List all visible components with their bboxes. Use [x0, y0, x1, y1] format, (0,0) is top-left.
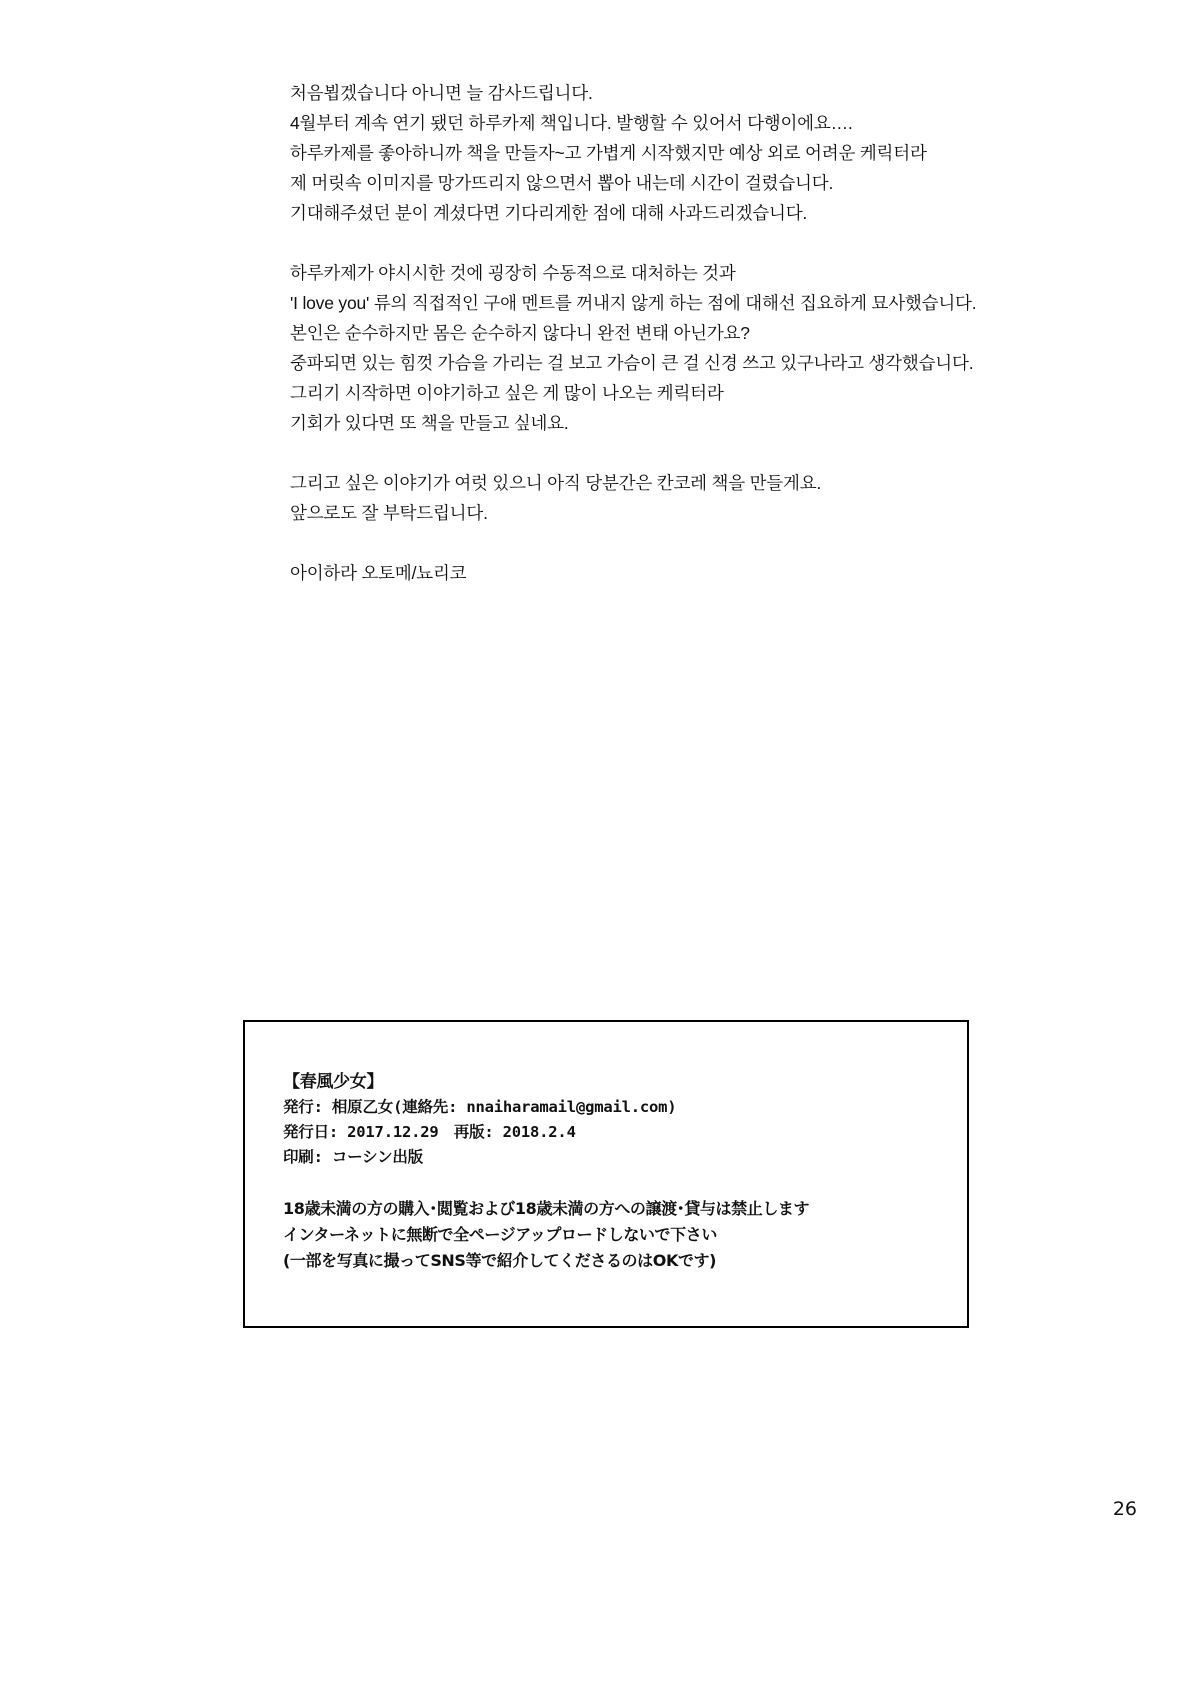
colophon-notice: インターネットに無断で全ページアップロードしないで下さい [283, 1225, 717, 1244]
afterword-line: 앞으로도 잘 부탁드립니다. [290, 503, 488, 523]
colophon-notice: 18歳未満の方の購入･閲覧および18歳未満の方への譲渡･貸与は禁止します [283, 1199, 810, 1218]
afterword-line: 'I love you' 류의 직접적인 구애 멘트를 꺼내지 않게 하는 점에 대해선 집요하게 묘사했습니다. [290, 293, 977, 313]
afterword-line: 기회가 있다면 또 책을 만들고 싶네요. [290, 413, 569, 433]
paragraph-spacer [290, 528, 1130, 558]
afterword-line: 기대해주셨던 분이 계셨다면 기다리게한 점에 대해 사과드리겠습니다. [290, 203, 808, 223]
afterword-line: 중파되면 있는 힘껏 가슴을 가리는 걸 보고 가슴이 큰 걸 신경 쓰고 있구나라고 생각했습니다. [290, 353, 974, 373]
author-signature: 아이하라 오토메/뇨리코 [290, 563, 467, 583]
colophon-printer: 印刷: コーシン出版 [283, 1148, 423, 1166]
afterword-line: 4월부터 계속 연기 됐던 하루카제 책입니다. 발행할 수 있어서 다행이에요…. [290, 113, 853, 133]
colophon-date: 発行日: 2017.12.29 再版: 2018.2.4 [283, 1123, 576, 1141]
page-number: 26 [1112, 1498, 1137, 1520]
colophon-content [283, 1070, 947, 1274]
afterword-line: 하루카제를 좋아하니까 책을 만들자~고 가볍게 시작했지만 예상 외로 어려운 케릭터라 [290, 143, 927, 163]
colophon-publisher: 発行: 相原乙女(連絡先: nnaiharamail@gmail.com) [283, 1098, 677, 1116]
afterword-line: 제 머릿속 이미지를 망가뜨리지 않으면서 뽑아 내는데 시간이 걸렸습니다. [290, 173, 834, 193]
afterword-line: 하루카제가 야시시한 것에 굉장히 수동적으로 대처하는 것과 [290, 263, 736, 283]
paragraph-spacer [290, 228, 1130, 258]
afterword-line: 그리기 시작하면 이야기하고 싶은 게 많이 나오는 케릭터라 [290, 383, 724, 403]
colophon-box [243, 1020, 969, 1328]
afterword-block [290, 78, 1130, 588]
afterword-line: 본인은 순수하지만 몸은 순수하지 않다니 완전 변태 아닌가요? [290, 323, 750, 343]
colophon-notice: (一部を写真に撮ってSNS等で紹介してくださるのはOKです) [283, 1251, 717, 1270]
colophon-spacer [283, 1170, 947, 1196]
afterword-line: 그리고 싶은 이야기가 여럿 있으니 아직 당분간은 칸코레 책을 만들게요. [290, 473, 822, 493]
colophon-title: 【春風少女】 [283, 1072, 384, 1092]
afterword-line: 처음뵙겠습니다 아니면 늘 감사드립니다. [290, 83, 593, 103]
paragraph-spacer [290, 438, 1130, 468]
